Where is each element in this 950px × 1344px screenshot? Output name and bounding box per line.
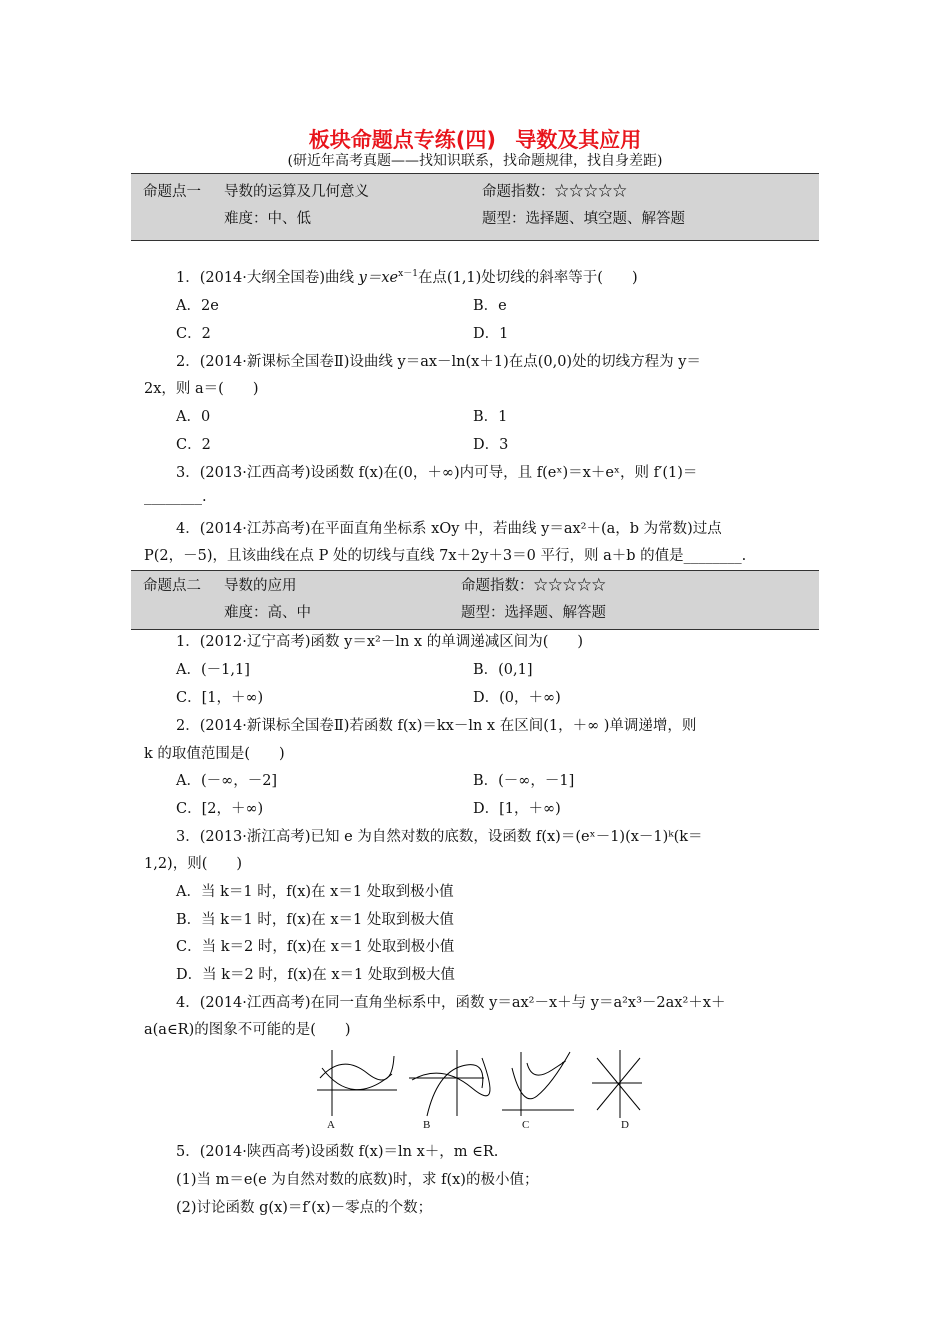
section-two-header <box>131 570 819 630</box>
s2-q1-option-b: B．(0,1] <box>473 662 533 678</box>
graph-c <box>502 1052 574 1116</box>
s1-q4-line1: 4．(2014·江苏高考)在平面直角坐标系 xOy 中，若曲线 y＝ax²＋(a，b 为常数)过点 <box>176 521 722 537</box>
graph-label-a: A <box>327 1119 335 1131</box>
s2-q3-option-c: C．当 k＝2 时，f(x)在 x＝1 处取到极小值 <box>176 939 455 955</box>
s2-q1-option-c: C．[1，＋∞) <box>176 690 264 706</box>
q4-graph-figure <box>312 1048 642 1120</box>
section-two-topic: 导数的应用 <box>224 578 297 594</box>
s2-q3-line2: 1,2)，则( ) <box>144 856 243 872</box>
s1-q1-stem-a: 1．(2014·大纲全国卷)曲线 <box>176 270 359 286</box>
section-one-header <box>131 173 819 241</box>
s2-q2-option-d: D．[1，＋∞) <box>473 801 561 817</box>
graph-label-c: C <box>522 1119 530 1131</box>
s1-q2-option-d: D．3 <box>473 437 509 453</box>
section-one-qtype: 题型：选择题、填空题、解答题 <box>482 211 685 227</box>
s1-q3-line2: ________. <box>144 489 207 505</box>
section-one-label: 命题点一 <box>143 184 201 200</box>
graph-a <box>317 1050 397 1116</box>
s2-q2-option-a: A．(－∞，－2] <box>176 773 278 789</box>
s2-q1-stem: 1．(2012·辽宁高考)函数 y＝x²－ln x 的单调递减区间为( ) <box>176 634 584 650</box>
s1-q2-option-b: B．1 <box>473 409 508 425</box>
title-sub: 导数及其应用 <box>515 128 642 152</box>
s1-q2-line1: 2．(2014·新课标全国卷Ⅱ)设曲线 y＝ax－ln(x＋1)在点(0,0)处的切线方程为 y＝ <box>176 354 701 370</box>
section-one-index: 命题指数：☆☆☆☆☆ <box>482 184 627 200</box>
title-main: 板块命题点专练(四) <box>308 128 496 152</box>
s1-q2-line2: 2x，则 a＝( ) <box>144 381 259 397</box>
s1-q1-stem-b: 在点(1,1)处切线的斜率等于( ) <box>417 270 638 286</box>
section-two-label: 命题点二 <box>143 578 201 594</box>
s2-q5-stem: 5．(2014·陕西高考)设函数 f(x)＝ln x＋，m ∈R. <box>176 1144 499 1160</box>
s1-q1-option-a: A．2e <box>176 298 219 314</box>
s1-q4-line2: P(2，－5)，且该曲线在点 P 处的切线与直线 7x＋2y＋3＝0 平行，则 a＋b 的值是________. <box>144 548 747 564</box>
s2-q2-line1: 2．(2014·新课标全国卷Ⅱ)若函数 f(x)＝kx－ln x 在区间(1，＋∞ )单调递增，则 <box>176 718 697 734</box>
graph-b <box>409 1050 490 1116</box>
section-two-index: 命题指数：☆☆☆☆☆ <box>461 578 606 594</box>
s2-q4-line1: 4．(2014·江西高考)在同一直角坐标系中，函数 y＝ax²－x＋与 y＝a²x³－2ax²＋x＋ <box>176 995 726 1011</box>
s1-q2-option-c: C．2 <box>176 437 211 453</box>
s2-q4-line2: a(a∈R)的图象不可能的是( ) <box>144 1022 351 1038</box>
s1-q1-sup: x－1 <box>398 269 418 280</box>
section-one-difficulty: 难度：中、低 <box>224 211 311 227</box>
graph-label-b: B <box>423 1119 431 1131</box>
s2-q3-option-d: D．当 k＝2 时，f(x)在 x＝1 处取到极大值 <box>176 967 455 983</box>
s1-q1-option-c: C．2 <box>176 326 211 342</box>
graph-label-d: D <box>621 1119 629 1131</box>
s1-q1-expr: y＝xe <box>358 270 399 286</box>
s1-q2-option-a: A．0 <box>176 409 211 425</box>
s2-q2-option-b: B．(－∞，－1] <box>473 773 575 789</box>
s2-q3-option-b: B．当 k＝1 时，f(x)在 x＝1 处取到极大值 <box>176 912 454 928</box>
s1-q3-line1: 3．(2013·江西高考)设函数 f(x)在(0，＋∞)内可导，且 f(eˣ)＝x＋eˣ，则 f′(1)＝ <box>176 465 698 481</box>
s2-q1-option-d: D．(0，＋∞) <box>473 690 561 706</box>
s2-q3-line1: 3．(2013·浙江高考)已知 e 为自然对数的底数，设函数 f(x)＝(eˣ－1)(x－1)ᵏ(k＝ <box>176 829 703 845</box>
s1-q1-option-d: D．1 <box>473 326 509 342</box>
s2-q2-option-c: C．[2，＋∞) <box>176 801 264 817</box>
s2-q1-option-a: A．(－1,1] <box>176 662 250 678</box>
s1-q1-option-b: B．e <box>473 298 507 314</box>
section-one-topic: 导数的运算及几何意义 <box>224 184 369 200</box>
page-subtitle: (研近年高考真题——找知识联系，找命题规律，找自身差距) <box>287 153 663 169</box>
s2-q5-part1: (1)当 m＝e(e 为自然对数的底数)时，求 f(x)的极小值； <box>176 1172 539 1188</box>
section-two-difficulty: 难度：高、中 <box>224 605 311 621</box>
s2-q3-option-a: A．当 k＝1 时，f(x)在 x＝1 处取到极小值 <box>176 884 454 900</box>
s2-q2-line2: k 的取值范围是( ) <box>144 746 285 762</box>
s2-q5-part2: (2)讨论函数 g(x)＝f′(x)－零点的个数； <box>176 1200 433 1216</box>
s1-q1-stem <box>176 266 638 287</box>
graph-d <box>592 1050 642 1118</box>
section-two-qtype: 题型：选择题、解答题 <box>461 605 606 621</box>
